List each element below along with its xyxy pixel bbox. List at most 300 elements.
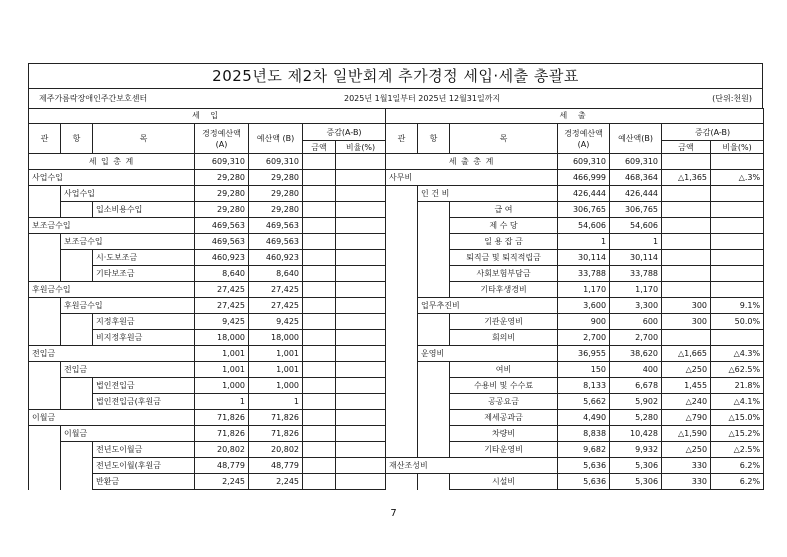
rev-indent-cell [61,394,93,410]
rev-budget-cell: 469,563 [249,218,303,234]
exp-indent-cell [418,410,450,426]
exp-orig-cell: 5,636 [558,474,610,490]
exp-indent-cell [386,282,418,298]
rev-ratio-cell [336,330,386,346]
exp-amount-cell [662,250,711,266]
exp-orig-cell: 54,606 [558,218,610,234]
exp-budget-cell: 30,114 [610,250,662,266]
exp-item-label: 제 수 당 [450,218,558,234]
rev-col-diff: 증감(A-B) [303,124,386,141]
exp-indent-cell [386,346,418,362]
rev-col-mok: 목 [93,124,195,154]
revenue-total-budget: 609,310 [249,154,303,170]
exp-item-label: 공공요금 [450,394,558,410]
rev-item-label: 전입금 [61,362,195,378]
rev-amount-cell [303,442,336,458]
rev-orig-cell: 18,000 [195,330,249,346]
rev-budget-cell: 27,425 [249,282,303,298]
exp-indent-cell [386,234,418,250]
exp-indent-cell [386,218,418,234]
rev-budget-cell: 29,280 [249,186,303,202]
exp-orig-cell: 150 [558,362,610,378]
rev-budget-cell: 27,425 [249,298,303,314]
exp-indent-cell [386,266,418,282]
exp-ratio-cell: △2.5% [711,442,764,458]
rev-budget-cell: 29,280 [249,202,303,218]
table-row [29,458,764,474]
exp-item-label: 퇴직금 및 퇴직적립금 [450,250,558,266]
revenue-total-amount [303,154,336,170]
rev-col-orig: 경정예산액 (A) [195,124,249,154]
revenue-total-label: 세 입 총 계 [29,154,195,170]
rev-orig-cell: 469,563 [195,234,249,250]
expense-total-amount [662,154,711,170]
exp-budget-cell: 38,620 [610,346,662,362]
rev-budget-cell: 2,245 [249,474,303,490]
rev-indent-cell [29,474,61,490]
rev-budget-cell: 9,425 [249,314,303,330]
rev-indent-cell [29,314,61,330]
exp-amount-cell: △1,590 [662,426,711,442]
rev-item-label: 전입금 [29,346,195,362]
exp-item-label: 회의비 [450,330,558,346]
revenue-section-label: 세 입 [29,109,386,124]
exp-indent-cell [418,266,450,282]
exp-indent-cell [418,442,450,458]
rev-ratio-cell [336,362,386,378]
rev-ratio-cell [336,202,386,218]
rev-indent-cell [29,442,61,458]
rev-item-label: 전년도이월(후원금 [93,458,195,474]
rev-item-label: 비지정후원금 [93,330,195,346]
exp-orig-cell: 900 [558,314,610,330]
exp-amount-cell: △240 [662,394,711,410]
rev-orig-cell: 29,280 [195,202,249,218]
exp-budget-cell: 426,444 [610,186,662,202]
rev-indent-cell [61,266,93,282]
rev-amount-cell [303,218,336,234]
expense-total-label: 세 출 총 계 [386,154,558,170]
exp-col-hang: 항 [418,124,450,154]
rev-ratio-cell [336,378,386,394]
exp-ratio-cell: 6.2% [711,458,764,474]
rev-col-gwan: 관 [29,124,61,154]
exp-amount-cell: 300 [662,298,711,314]
rev-item-label: 반환금 [93,474,195,490]
rev-ratio-cell [336,346,386,362]
exp-budget-cell: 2,700 [610,330,662,346]
rev-item-label: 전년도이월금 [93,442,195,458]
exp-budget-cell: 10,428 [610,426,662,442]
table-row [29,218,764,234]
exp-budget-cell: 9,932 [610,442,662,458]
exp-orig-cell: 2,700 [558,330,610,346]
table-row [29,250,764,266]
rev-ratio-cell [336,170,386,186]
exp-indent-cell [386,410,418,426]
rev-amount-cell [303,394,336,410]
table-row [29,394,764,410]
rev-amount-cell [303,170,336,186]
rev-amount-cell [303,234,336,250]
rev-ratio-cell [336,442,386,458]
rev-item-label: 법인전입금(후원금 [93,394,195,410]
rev-orig-cell: 1,000 [195,378,249,394]
table-row [29,234,764,250]
rev-amount-cell [303,314,336,330]
rev-budget-cell: 1,001 [249,346,303,362]
rev-indent-cell [29,378,61,394]
exp-indent-cell [418,378,450,394]
table-row [29,442,764,458]
exp-amount-cell [662,186,711,202]
grand-total-row [29,154,764,170]
exp-ratio-cell [711,218,764,234]
table-row [29,186,764,202]
exp-col-budget: 예산액(B) [610,124,662,154]
exp-indent-cell [386,362,418,378]
rev-budget-cell: 29,280 [249,170,303,186]
exp-amount-cell: △250 [662,442,711,458]
rev-budget-cell: 1 [249,394,303,410]
rev-orig-cell: 1,001 [195,346,249,362]
rev-amount-cell [303,282,336,298]
exp-item-label: 사무비 [386,170,558,186]
exp-ratio-cell: △4.1% [711,394,764,410]
exp-item-label: 업무추진비 [418,298,558,314]
exp-budget-cell: 54,606 [610,218,662,234]
rev-amount-cell [303,458,336,474]
exp-ratio-cell [711,202,764,218]
rev-ratio-cell [336,314,386,330]
document-title: 2025년도 제2차 일반회계 추가경정 세입·세출 총괄표 [28,63,763,89]
exp-budget-cell: 33,788 [610,266,662,282]
rev-amount-cell [303,410,336,426]
exp-orig-cell: 4,490 [558,410,610,426]
table-row [29,410,764,426]
table-row [29,378,764,394]
rev-indent-cell [29,426,61,442]
exp-ratio-cell [711,330,764,346]
exp-indent-cell [386,314,418,330]
rev-indent-cell [29,298,61,314]
exp-amount-cell [662,218,711,234]
exp-indent-cell [418,202,450,218]
exp-amount-cell: 1,455 [662,378,711,394]
exp-orig-cell: 36,955 [558,346,610,362]
revenue-total-ratio [336,154,386,170]
rev-amount-cell [303,474,336,490]
exp-amount-cell: △1,365 [662,170,711,186]
rev-indent-cell [61,458,93,474]
exp-orig-cell: 8,133 [558,378,610,394]
rev-ratio-cell [336,410,386,426]
budget-summary-table [28,108,764,490]
expense-section-label: 세 출 [386,109,764,124]
exp-amount-cell: △790 [662,410,711,426]
exp-budget-cell: 600 [610,314,662,330]
exp-indent-cell [386,426,418,442]
rev-indent-cell [61,442,93,458]
rev-item-label: 지정후원금 [93,314,195,330]
table-row [29,362,764,378]
rev-item-label: 보조금수입 [61,234,195,250]
exp-ratio-cell: △15.0% [711,410,764,426]
fiscal-period: 2025년 1월1일부터 2025년 12월31일까지 [344,94,501,103]
rev-ratio-cell [336,298,386,314]
exp-indent-cell [386,298,418,314]
exp-ratio-cell [711,234,764,250]
exp-indent-cell [418,426,450,442]
exp-col-diff: 증감(A-B) [662,124,764,141]
exp-orig-cell: 3,600 [558,298,610,314]
rev-amount-cell [303,202,336,218]
exp-budget-cell: 5,306 [610,458,662,474]
exp-amount-cell: △1,665 [662,346,711,362]
exp-budget-cell: 468,364 [610,170,662,186]
rev-ratio-cell [336,250,386,266]
rev-amount-cell [303,362,336,378]
rev-col-budget: 예산액 (B) [249,124,303,154]
rev-budget-cell: 8,640 [249,266,303,282]
rev-indent-cell [61,330,93,346]
rev-budget-cell: 20,802 [249,442,303,458]
exp-indent-cell [418,234,450,250]
exp-orig-cell: 426,444 [558,186,610,202]
rev-ratio-cell [336,282,386,298]
exp-indent-cell [386,330,418,346]
rev-budget-cell: 48,779 [249,458,303,474]
exp-budget-cell: 1 [610,234,662,250]
rev-orig-cell: 20,802 [195,442,249,458]
rev-orig-cell: 29,280 [195,170,249,186]
organization-name: 제주가름락장애인주간보호센터 [39,94,148,103]
rev-budget-cell: 71,826 [249,410,303,426]
exp-col-orig: 경정예산액 (A) [558,124,610,154]
exp-item-label: 인 건 비 [418,186,558,202]
exp-amount-cell [662,266,711,282]
column-header-row [29,124,764,141]
exp-ratio-cell: 9.1% [711,298,764,314]
exp-amount-cell: 330 [662,474,711,490]
rev-orig-cell: 71,826 [195,410,249,426]
rev-indent-cell [29,266,61,282]
rev-indent-cell [61,250,93,266]
rev-item-label: 사업수입 [29,170,195,186]
exp-item-label: 일 용 잡 금 [450,234,558,250]
rev-item-label: 이월금 [61,426,195,442]
rev-item-label: 후원금수입 [61,298,195,314]
rev-budget-cell: 469,563 [249,234,303,250]
exp-orig-cell: 1,170 [558,282,610,298]
exp-indent-cell [386,202,418,218]
exp-amount-cell [662,202,711,218]
exp-item-label: 재산조성비 [386,458,558,474]
table-row [29,282,764,298]
exp-budget-cell: 3,300 [610,298,662,314]
exp-ratio-cell: 6.2% [711,474,764,490]
rev-ratio-cell [336,234,386,250]
exp-amount-cell: 330 [662,458,711,474]
rev-indent-cell [61,378,93,394]
rev-item-label: 후원금수입 [29,282,195,298]
expense-total-budget: 609,310 [610,154,662,170]
rev-amount-cell [303,426,336,442]
rev-orig-cell: 9,425 [195,314,249,330]
rev-item-label: 이월금 [29,410,195,426]
rev-orig-cell: 71,826 [195,426,249,442]
rev-orig-cell: 1,001 [195,362,249,378]
rev-amount-cell [303,266,336,282]
rev-indent-cell [29,394,61,410]
rev-indent-cell [29,458,61,474]
table-row [29,298,764,314]
exp-orig-cell: 1 [558,234,610,250]
table-row [29,170,764,186]
exp-col-mok: 목 [450,124,558,154]
rev-indent-cell [61,202,93,218]
rev-indent-cell [29,362,61,378]
rev-orig-cell: 48,779 [195,458,249,474]
rev-indent-cell [29,330,61,346]
rev-orig-cell: 8,640 [195,266,249,282]
exp-orig-cell: 8,838 [558,426,610,442]
exp-orig-cell: 5,662 [558,394,610,410]
rev-ratio-cell [336,266,386,282]
exp-item-label: 여비 [450,362,558,378]
rev-item-label: 사업수입 [61,186,195,202]
rev-col-hang: 항 [61,124,93,154]
rev-ratio-cell [336,474,386,490]
exp-amount-cell: △250 [662,362,711,378]
exp-budget-cell: 306,765 [610,202,662,218]
exp-budget-cell: 5,902 [610,394,662,410]
exp-ratio-cell [711,186,764,202]
table-row [29,346,764,362]
rev-indent-cell [29,234,61,250]
table-row [29,474,764,490]
exp-item-label: 사회보험부담금 [450,266,558,282]
rev-amount-cell [303,330,336,346]
rev-orig-cell: 27,425 [195,298,249,314]
rev-amount-cell [303,378,336,394]
rev-orig-cell: 1 [195,394,249,410]
exp-budget-cell: 6,678 [610,378,662,394]
exp-item-label: 급 여 [450,202,558,218]
exp-ratio-cell [711,266,764,282]
exp-item-label: 기관운영비 [450,314,558,330]
document-meta [28,88,763,109]
rev-ratio-cell [336,426,386,442]
exp-indent-cell [418,394,450,410]
exp-budget-cell: 5,280 [610,410,662,426]
page-number: 7 [390,508,397,519]
exp-item-label: 운영비 [418,346,558,362]
exp-item-label: 기타후생경비 [450,282,558,298]
rev-item-label: 시·도보조금 [93,250,195,266]
exp-amount-cell [662,282,711,298]
exp-col-amount: 금액 [662,141,711,154]
table-row [29,330,764,346]
rev-ratio-cell [336,218,386,234]
exp-ratio-cell: △62.5% [711,362,764,378]
exp-ratio-cell: 50.0% [711,314,764,330]
rev-orig-cell: 2,245 [195,474,249,490]
revenue-total-orig: 609,310 [195,154,249,170]
exp-indent-cell [386,394,418,410]
rev-budget-cell: 71,826 [249,426,303,442]
rev-amount-cell [303,298,336,314]
exp-orig-cell: 5,636 [558,458,610,474]
exp-item-label: 제세공과금 [450,410,558,426]
exp-indent-cell [418,314,450,330]
exp-amount-cell [662,234,711,250]
rev-budget-cell: 1,001 [249,362,303,378]
exp-amount-cell [662,330,711,346]
exp-amount-cell: 300 [662,314,711,330]
exp-budget-cell: 5,306 [610,474,662,490]
unit-label: (단위:천원) [712,94,752,103]
exp-indent-cell [386,442,418,458]
rev-amount-cell [303,186,336,202]
rev-orig-cell: 29,280 [195,186,249,202]
exp-indent-cell [418,282,450,298]
rev-budget-cell: 460,923 [249,250,303,266]
exp-item-label: 차량비 [450,426,558,442]
exp-ratio-cell [711,250,764,266]
exp-ratio-cell [711,282,764,298]
exp-budget-cell: 400 [610,362,662,378]
exp-ratio-cell: △15.2% [711,426,764,442]
rev-budget-cell: 1,000 [249,378,303,394]
exp-indent-cell [386,250,418,266]
exp-ratio-cell: △.3% [711,170,764,186]
table-row [29,426,764,442]
rev-col-ratio: 비율(%) [336,141,386,154]
exp-col-gwan: 관 [386,124,418,154]
table-row [29,202,764,218]
rev-amount-cell [303,346,336,362]
rev-budget-cell: 18,000 [249,330,303,346]
exp-indent-cell [386,378,418,394]
rev-item-label: 보조금수입 [29,218,195,234]
rev-ratio-cell [336,458,386,474]
exp-orig-cell: 33,788 [558,266,610,282]
rev-item-label: 입소비용수입 [93,202,195,218]
rev-indent-cell [29,202,61,218]
exp-col-ratio: 비율(%) [711,141,764,154]
rev-item-label: 기타보조금 [93,266,195,282]
rev-ratio-cell [336,394,386,410]
rev-col-amount: 금액 [303,141,336,154]
exp-budget-cell: 1,170 [610,282,662,298]
expense-total-ratio [711,154,764,170]
rev-indent-cell [29,186,61,202]
exp-indent-cell [418,250,450,266]
exp-indent-cell [418,362,450,378]
table-row [29,266,764,282]
exp-indent-cell [386,474,418,490]
expense-total-orig: 609,310 [558,154,610,170]
rev-orig-cell: 27,425 [195,282,249,298]
exp-item-label: 수용비 및 수수료 [450,378,558,394]
exp-orig-cell: 306,765 [558,202,610,218]
exp-orig-cell: 9,682 [558,442,610,458]
exp-indent-cell [418,218,450,234]
rev-orig-cell: 460,923 [195,250,249,266]
exp-ratio-cell: 21.8% [711,378,764,394]
rev-orig-cell: 469,563 [195,218,249,234]
